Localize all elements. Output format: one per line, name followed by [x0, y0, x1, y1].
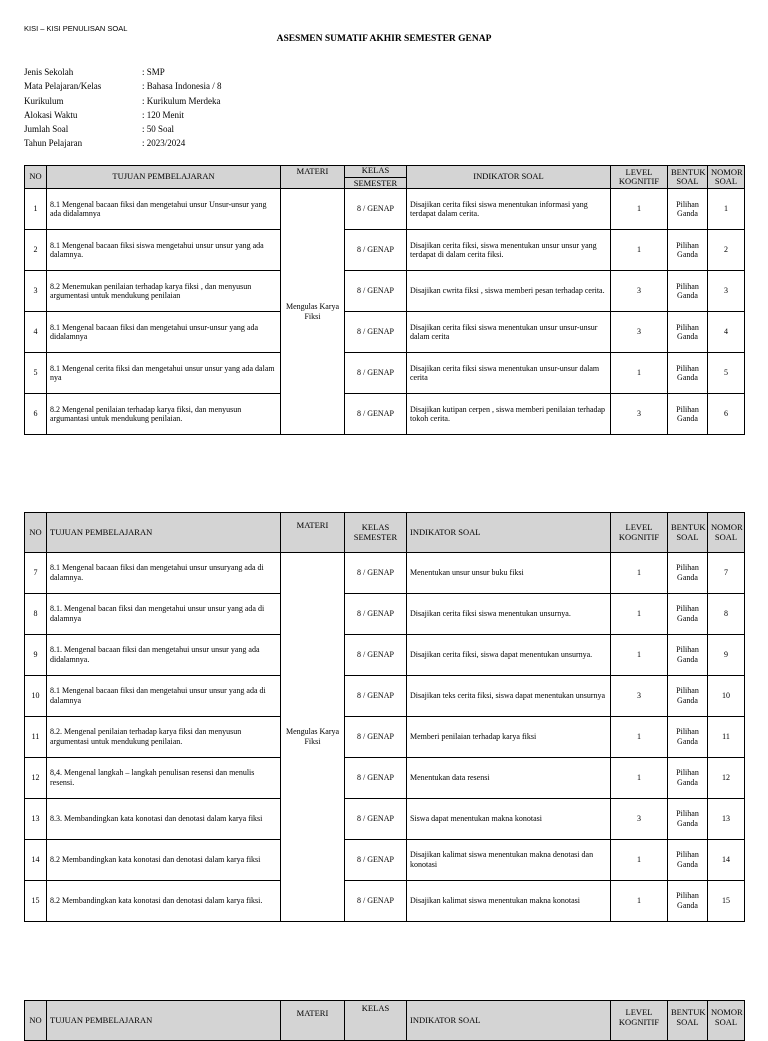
- cell-nomor: 7: [708, 553, 745, 594]
- info-row: [24, 122, 221, 136]
- cell-nomor: 13: [708, 799, 745, 840]
- cell-indikator: Disajikan cwrita fiksi , siswa memberi pesan terhadap cerita.: [407, 271, 611, 312]
- table-row: [25, 230, 745, 271]
- cell-tujuan: 8.1 Mengenal bacaan fiksi dan mengetahui unsur Unsur-unsur yang ada didalamnya: [47, 189, 281, 230]
- info-value: : Kurikulum Merdeka: [142, 95, 221, 106]
- cell-level: 3: [611, 312, 668, 353]
- cell-level: 1: [611, 717, 668, 758]
- header-tujuan: TUJUAN PEMBELAJARAN: [47, 1001, 281, 1041]
- cell-kelas-semester: 8 / GENAP: [345, 594, 407, 635]
- table-row: [25, 799, 745, 840]
- cell-indikator: Disajikan teks cerita fiksi, siswa dapat menentukan unsurnya: [407, 676, 611, 717]
- header-indikator: INDIKATOR SOAL: [407, 513, 611, 553]
- cell-kelas-semester: 8 / GENAP: [345, 799, 407, 840]
- cell-nomor: 4: [708, 312, 745, 353]
- header-bentuk: BENTUK SOAL: [668, 1001, 708, 1041]
- cell-bentuk: Pilihan Ganda: [668, 189, 708, 230]
- cell-tujuan: 8.1 Mengenal bacaan fiksi siswa mengetahui unsur unsur yang ada dalamnya.: [47, 230, 281, 271]
- cell-no: 11: [25, 717, 47, 758]
- table-row: [25, 394, 745, 435]
- cell-nomor: 6: [708, 394, 745, 435]
- info-key: Jenis Sekolah: [24, 67, 74, 77]
- cell-bentuk: Pilihan Ganda: [668, 312, 708, 353]
- cell-indikator: Menentukan unsur unsur buku fiksi: [407, 553, 611, 594]
- cell-level: 1: [611, 230, 668, 271]
- cell-bentuk: Pilihan Ganda: [668, 553, 708, 594]
- cell-indikator: Disajikan cerita fiksi siswa menentukan unsurnya.: [407, 594, 611, 635]
- cell-bentuk: Pilihan Ganda: [668, 353, 708, 394]
- cell-tujuan: 8.1. Mengenal bacaan fiksi dan mengetahui unsur unsur yang ada didalamnya.: [47, 635, 281, 676]
- table-row: [25, 189, 745, 230]
- cell-no: 5: [25, 353, 47, 394]
- info-value: : 2023/2024: [142, 138, 186, 149]
- table-row: [25, 717, 745, 758]
- cell-no: 6: [25, 394, 47, 435]
- cell-no: 8: [25, 594, 47, 635]
- table-row: [25, 635, 745, 676]
- header-materi: MATERI: [281, 1001, 345, 1041]
- table-row: [25, 676, 745, 717]
- table-row: [25, 881, 745, 922]
- cell-bentuk: Pilihan Ganda: [668, 881, 708, 922]
- cell-tujuan: 8.2 Membandingkan kata konotasi dan denotasi dalam karya fiksi.: [47, 881, 281, 922]
- info-key: Kurikulum: [24, 95, 64, 106]
- cell-tujuan: 8.1 Mengenal bacaan fiksi dan mengetahui unsur unsur yang ada di dalamnya: [47, 676, 281, 717]
- cell-bentuk: Pilihan Ganda: [668, 840, 708, 881]
- cell-indikator: Siswa dapat menentukan makna konotasi: [407, 799, 611, 840]
- table-row: [25, 312, 745, 353]
- cell-level: 3: [611, 394, 668, 435]
- cell-nomor: 2: [708, 230, 745, 271]
- cell-no: 10: [25, 676, 47, 717]
- cell-indikator: Disajikan kalimat siswa menentukan makna konotasi: [407, 881, 611, 922]
- cell-kelas-semester: 8 / GENAP: [345, 312, 407, 353]
- info-value: : Bahasa Indonesia / 8: [142, 81, 222, 92]
- header-kelas-semester: KELAS SEMESTER: [345, 513, 407, 553]
- cell-nomor: 10: [708, 676, 745, 717]
- cell-tujuan: 8.1 Mengenal bacaan fiksi dan mengetahui unsur unsuryang ada di dalamnya.: [47, 553, 281, 594]
- header-bentuk: BENTUK SOAL: [668, 513, 708, 553]
- cell-level: 3: [611, 676, 668, 717]
- info-key: Alokasi Waktu: [24, 109, 78, 120]
- header-kelas-semester: [345, 166, 407, 189]
- cell-no: 13: [25, 799, 47, 840]
- cell-level: 1: [611, 758, 668, 799]
- cell-bentuk: Pilihan Ganda: [668, 594, 708, 635]
- cell-nomor: 12: [708, 758, 745, 799]
- cell-nomor: 15: [708, 881, 745, 922]
- header-tujuan: TUJUAN PEMBELAJARAN: [47, 513, 281, 553]
- table-row: [25, 594, 745, 635]
- cell-bentuk: Pilihan Ganda: [668, 635, 708, 676]
- cell-kelas-semester: 8 / GENAP: [345, 553, 407, 594]
- header-level: LEVEL KOGNITIF: [611, 166, 668, 189]
- cell-level: 1: [611, 553, 668, 594]
- cell-tujuan: 8.2 Membandingkan kata konotasi dan denotasi dalam karya fiksi: [47, 840, 281, 881]
- cell-indikator: Disajikan kutipan cerpen , siswa memberi penilaian terhadap tokoh cerita.: [407, 394, 611, 435]
- header-tujuan: TUJUAN PEMBELAJARAN: [47, 166, 281, 189]
- cell-bentuk: Pilihan Ganda: [668, 717, 708, 758]
- document-title: ASESMEN SUMATIF AKHIR SEMESTER GENAP: [276, 34, 492, 44]
- cell-kelas-semester: 8 / GENAP: [345, 271, 407, 312]
- header-indikator: INDIKATOR SOAL: [407, 166, 611, 189]
- cell-kelas-semester: 8 / GENAP: [345, 353, 407, 394]
- cell-level: 1: [611, 840, 668, 881]
- info-value: : 50 Soal: [142, 124, 175, 135]
- cell-no: 7: [25, 553, 47, 594]
- cell-level: 3: [611, 271, 668, 312]
- cell-bentuk: Pilihan Ganda: [668, 676, 708, 717]
- cell-bentuk: Pilihan Ganda: [668, 799, 708, 840]
- header-materi: MATERI: [281, 166, 345, 189]
- cell-tujuan: 8.1. Mengenal bacan fiksi dan mengetahui unsur unsur yang ada di dalamnya: [47, 594, 281, 635]
- cell-nomor: 3: [708, 271, 745, 312]
- kisi-table-2: [24, 512, 745, 922]
- info-row: [24, 136, 221, 150]
- cell-no: 14: [25, 840, 47, 881]
- header-indikator: INDIKATOR SOAL: [407, 1001, 611, 1041]
- cell-kelas-semester: 8 / GENAP: [345, 717, 407, 758]
- cell-bentuk: Pilihan Ganda: [668, 394, 708, 435]
- cell-level: 1: [611, 353, 668, 394]
- cell-bentuk: Pilihan Ganda: [668, 230, 708, 271]
- cell-no: 9: [25, 635, 47, 676]
- cell-tujuan: 8.2. Mengenal penilaian terhadap karya fiksi dan menyusun argumentasi untuk mendukung penilaian.: [47, 717, 281, 758]
- header-nomor: NOMOR SOAL: [708, 513, 745, 553]
- cell-indikator: Disajikan cerita fiksi, siswa menentukan unsur unsur yang terdapat di dalam cerita fiksi.: [407, 230, 611, 271]
- cell-kelas-semester: 8 / GENAP: [345, 635, 407, 676]
- info-block: [24, 65, 221, 151]
- cell-nomor: 9: [708, 635, 745, 676]
- cell-level: 1: [611, 189, 668, 230]
- header-kelas: KELAS: [345, 1001, 407, 1041]
- header-materi: MATERI: [281, 513, 345, 553]
- cell-nomor: 1: [708, 189, 745, 230]
- cell-kelas-semester: 8 / GENAP: [345, 881, 407, 922]
- cell-tujuan: 8.2 Mengenal penilaian terhadap karya fiksi, dan menyusun argumantasi untuk mendukung penilaian.: [47, 394, 281, 435]
- cell-nomor: 8: [708, 594, 745, 635]
- cell-indikator: Menentukan data resensi: [407, 758, 611, 799]
- cell-no: 3: [25, 271, 47, 312]
- cell-level: 1: [611, 881, 668, 922]
- table-2-body: [25, 553, 745, 922]
- info-key: Mata Pelajaran/Kelas: [24, 81, 102, 92]
- cell-tujuan: 8.1 Mengenal bacaan fiksi dan mengetahui unsur-unsur yang ada didalamnya: [47, 312, 281, 353]
- info-key: Jumlah Soal: [24, 124, 69, 135]
- cell-bentuk: Pilihan Ganda: [668, 271, 708, 312]
- table-1-body: [25, 189, 745, 435]
- cell-indikator: Disajikan kalimat siswa menentukan makna denotasi dan konotasi: [407, 840, 611, 881]
- cell-indikator: Disajikan cerita fiksi siswa menentukan unsur unsur-unsur dalam cerita: [407, 312, 611, 353]
- header-bentuk: BENTUK SOAL: [668, 166, 708, 189]
- cell-no: 15: [25, 881, 47, 922]
- cell-tujuan: 8,4. Mengenal langkah – langkah penulisan resensi dan menulis resensi.: [47, 758, 281, 799]
- info-key: Tahun Pelajaran: [24, 138, 83, 149]
- kisi-table-3: [24, 1000, 745, 1041]
- info-row: [24, 79, 221, 93]
- cell-no: 4: [25, 312, 47, 353]
- cell-nomor: 14: [708, 840, 745, 881]
- cell-tujuan: 8.1 Mengenal cerita fiksi dan mengetahui unsur unsur yang ada dalam nya: [47, 353, 281, 394]
- header-nomor: NOMOR SOAL: [708, 166, 745, 189]
- cell-indikator: Disajikan cerita fiksi siswa menentukan unsur-unsur dalam cerita: [407, 353, 611, 394]
- cell-bentuk: Pilihan Ganda: [668, 758, 708, 799]
- cell-kelas-semester: 8 / GENAP: [345, 676, 407, 717]
- header-kelas: KELAS: [345, 166, 407, 178]
- header-nomor: NOMOR SOAL: [708, 1001, 745, 1041]
- cell-nomor: 11: [708, 717, 745, 758]
- cell-indikator: Disajikan cerita fiksi siswa menentukan informasi yang terdapat dalam cerita.: [407, 189, 611, 230]
- table-row: [25, 353, 745, 394]
- cell-kelas-semester: 8 / GENAP: [345, 189, 407, 230]
- header-level: LEVEL KOGNITIF: [611, 513, 668, 553]
- cell-no: 2: [25, 230, 47, 271]
- kisi-table-1: [24, 165, 745, 435]
- header-no: NO: [25, 166, 47, 189]
- info-row: [24, 65, 221, 79]
- cell-kelas-semester: 8 / GENAP: [345, 230, 407, 271]
- cell-kelas-semester: 8 / GENAP: [345, 758, 407, 799]
- cell-indikator: Disajikan cerita fiksi, siswa dapat menentukan unsurnya.: [407, 635, 611, 676]
- table-row: [25, 271, 745, 312]
- header-semester: SEMESTER: [353, 177, 398, 188]
- info-row: [24, 94, 221, 108]
- table-row: [25, 840, 745, 881]
- cell-level: 3: [611, 799, 668, 840]
- info-row: [24, 108, 221, 122]
- info-value: : 120 Menit: [142, 109, 184, 120]
- cell-tujuan: 8.2 Menemukan penilaian terhadap karya fiksi , dan menyusun argumentasi untuk mendukung penilaian: [47, 271, 281, 312]
- cell-kelas-semester: 8 / GENAP: [345, 394, 407, 435]
- info-value: : SMP: [142, 67, 165, 77]
- table-row: [25, 553, 745, 594]
- cell-nomor: 5: [708, 353, 745, 394]
- cell-tujuan: 8.3. Membandingkan kata konotasi dan denotasi dalam karya fiksi: [47, 799, 281, 840]
- header-level: LEVEL KOGNITIF: [611, 1001, 668, 1041]
- cell-no: 12: [25, 758, 47, 799]
- cell-indikator: Memberi penilaian terhadap karya fiksi: [407, 717, 611, 758]
- cell-materi: Mengulas Karya Fiksi: [281, 189, 345, 435]
- table-row: [25, 758, 745, 799]
- cell-no: 1: [25, 189, 47, 230]
- header-no: NO: [25, 513, 47, 553]
- cell-level: 1: [611, 594, 668, 635]
- document-top-label: KISI – KISI PENULISAN SOAL: [24, 24, 128, 33]
- header-no: NO: [25, 1001, 47, 1041]
- cell-kelas-semester: 8 / GENAP: [345, 840, 407, 881]
- cell-materi: Mengulas Karya Fiksi: [281, 553, 345, 922]
- cell-level: 1: [611, 635, 668, 676]
